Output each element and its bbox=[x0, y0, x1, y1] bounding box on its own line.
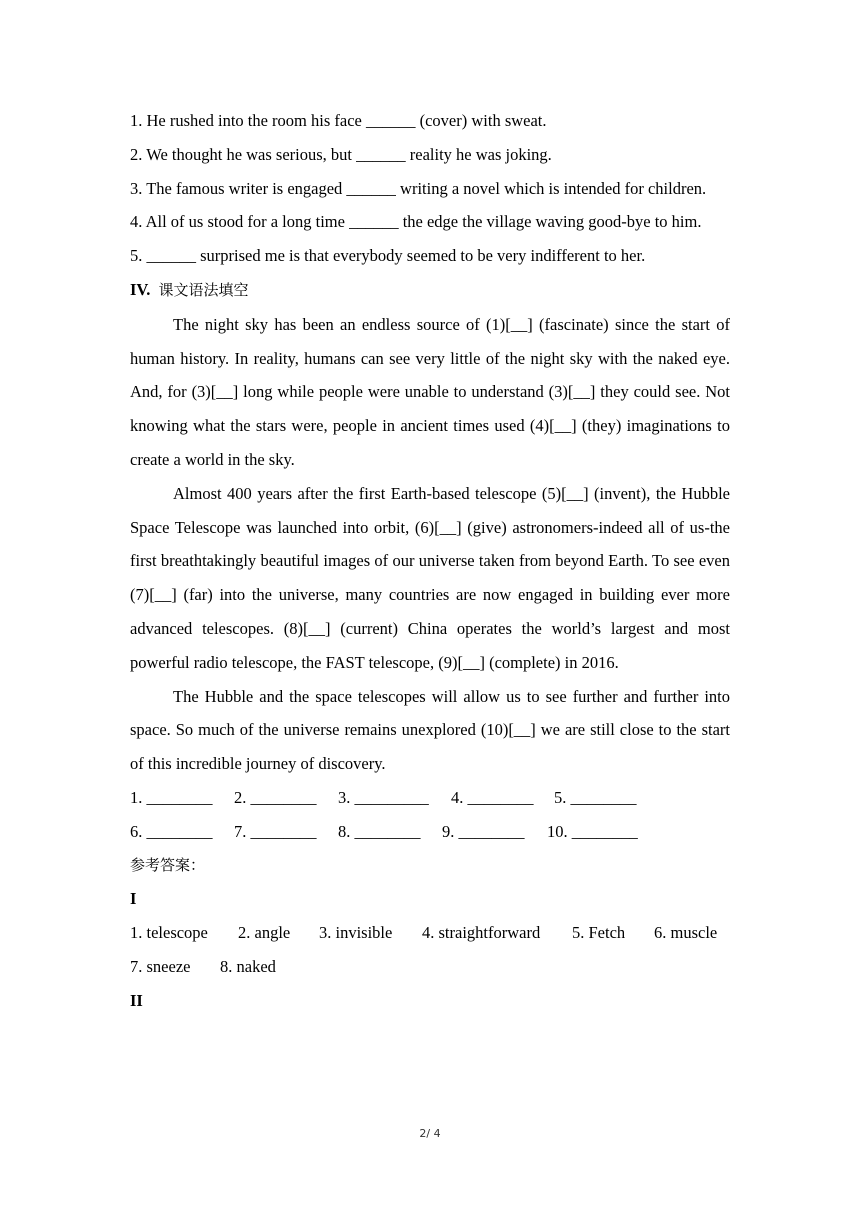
answer-item: 6. muscle bbox=[654, 923, 718, 943]
exercise-item-4: 4. All of us stood for a long time ______ the edge the village waving good-bye to him. bbox=[130, 212, 702, 232]
exercise-item-5: 5. ______ surprised me is that everybody seemed to be very indifferent to her. bbox=[130, 246, 646, 266]
answer-item: 3. invisible bbox=[319, 923, 393, 943]
answer-item: 5. Fetch bbox=[572, 923, 626, 943]
answer-blank: 10. ________ bbox=[547, 821, 638, 841]
answer-blank: 5. ________ bbox=[554, 787, 637, 807]
exercise-item-3: 3. The famous writer is engaged ______ writing a novel which is intended for children. bbox=[130, 178, 707, 198]
answer-blank: 4. ________ bbox=[451, 787, 534, 807]
answer-item: 2. angle bbox=[238, 923, 291, 943]
answers-row-2 bbox=[130, 950, 730, 984]
answer-item: 4. straightforward bbox=[422, 923, 541, 943]
exercise-item-1: 1. He rushed into the room his face ______ (cover) with sweat. bbox=[130, 111, 547, 130]
answer-item: 1. telescope bbox=[130, 923, 208, 943]
answer-blank: 8. ________ bbox=[338, 821, 421, 841]
cloze-paragraph-2: Almost 400 years after the first Earth-based telescope (5)[__] (invent), the Hubble Space Telescope was launched into orbit, (6)[__] (give) astronomers-indeed all of us-the first breathtakingly beautiful images of our universe taken from beyond Earth. To see even (7)[__] (far) into the universe, many countries are now engaged in building ever more advanced telescopes. (8)[__] (current) China operates the world’s largest and most powerful radio telescope, the FAST telescope, (9)[__] (complete) in 2016. bbox=[130, 483, 730, 672]
answer-blank: 7. ________ bbox=[234, 821, 317, 841]
answer-blank: 3. _________ bbox=[338, 787, 429, 807]
answer-blank: 6. ________ bbox=[130, 821, 213, 841]
cloze-paragraph-3: The Hubble and the space telescopes will allow us to see further and further into space. So much of the universe remains unexplored (10)[__] we are still close to the start of this incredible journey of discovery. bbox=[130, 686, 730, 774]
answer-blank: 2. ________ bbox=[234, 787, 317, 807]
answer-blank: 9. ________ bbox=[442, 821, 525, 841]
section-numeral: IV. bbox=[130, 279, 151, 299]
page-number: 2/ 4 bbox=[419, 1127, 441, 1140]
answers-heading: 参考答案： bbox=[130, 855, 206, 874]
section-title: 课文语法填空 bbox=[158, 280, 249, 299]
answer-blanks-row-2 bbox=[130, 815, 730, 849]
page-content bbox=[130, 104, 730, 1018]
answers-section-i-label: I bbox=[130, 889, 137, 909]
answers-row-1 bbox=[130, 916, 730, 950]
answer-blank: 1. ________ bbox=[130, 787, 213, 807]
answer-blanks-row-1 bbox=[130, 781, 730, 815]
exercise-item-2: 2. We thought he was serious, but ______ reality he was joking. bbox=[130, 144, 552, 164]
cloze-paragraph-1: The night sky has been an endless source of (1)[__] (fascinate) since the start of human history. In reality, humans can see very little of the night sky with the naked eye. And, for (3)[__] long while people were unable to understand (3)[__] they could see. Not knowing what the stars were, people in ancient times used (4)[__] (they) imaginations to create a world in the sky. bbox=[130, 314, 730, 469]
answer-item: 8. naked bbox=[220, 956, 276, 976]
section-heading-iv bbox=[130, 273, 730, 308]
answer-item: 7. sneeze bbox=[130, 956, 191, 976]
answers-section-ii-label: II bbox=[130, 990, 143, 1010]
